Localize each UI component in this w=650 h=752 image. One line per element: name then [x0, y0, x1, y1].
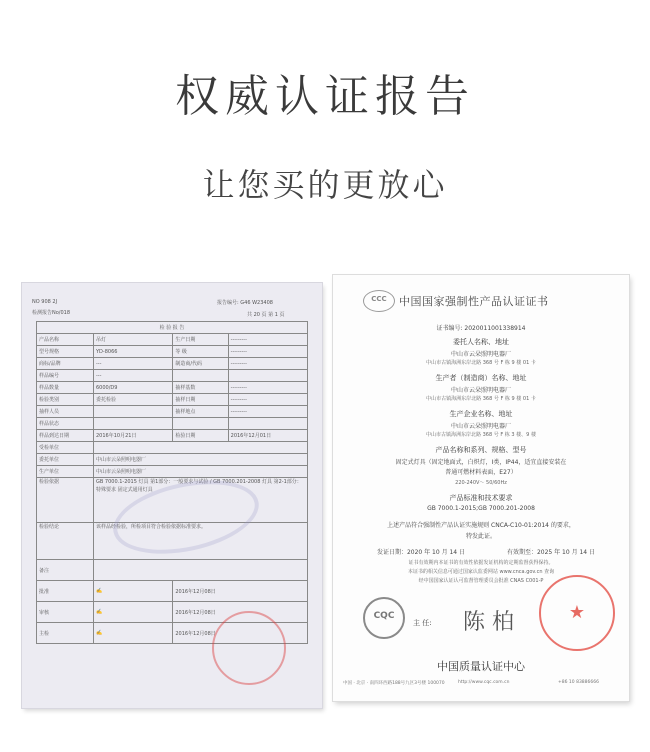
table-row: 审核 ✍ 2016年12月08日 — [37, 602, 308, 623]
report-top-left: NO 908 2J — [32, 299, 58, 305]
issuing-center: 中国质量认证中心 — [437, 660, 525, 673]
certificate-title: 中国国家强制性产品认证证书 — [399, 295, 549, 308]
manufacturer-heading: 生产者（制造商）名称、地址 — [435, 374, 527, 382]
certificate-note-3: 经中国国家认证认可监督管理委员会批准 CNAS C001-P — [418, 578, 544, 584]
table-row: 样品状态 — [37, 418, 308, 430]
report-code: 检测报告No/018 — [32, 310, 71, 316]
cqc-logo-icon: CQC — [363, 597, 405, 639]
table-row: 检验结论 该样品经检验，所检项目符合检验依据标准要求。 — [37, 523, 308, 560]
manufacturer-name: 中山市云朵照明电器厂 — [450, 387, 511, 394]
standard-heading: 产品标准和技术要求 — [449, 494, 513, 502]
certificate-note-1: 证书有效期内本证书的有效性依据发证机构的定期监督获得保持。 — [408, 560, 554, 566]
product-heading: 产品名称和系列、规格、型号 — [435, 446, 527, 454]
table-row: 受检单位 — [37, 442, 308, 454]
report-number: 报告编号: G46 W23408 — [217, 300, 273, 306]
applicant-name: 中山市云朵照明电器厂 — [450, 351, 511, 358]
table-row: 检验类别 委托检验 抽样日期 --------- — [37, 394, 308, 406]
table-row: 委托单位 中山市云朵照明电器厂 — [37, 454, 308, 466]
report-table — [36, 321, 308, 644]
table-row: 产品名称 吊灯 生产日期 --------- — [37, 334, 308, 346]
table-row: 备注 — [37, 560, 308, 581]
expiry-date: 有效期至：2025 年 10 月 14 日 — [506, 549, 596, 556]
table-row: 样品数量 6000/D9 抽样基数 --------- — [37, 382, 308, 394]
table-row: 抽样人员 抽样地点 --------- — [37, 406, 308, 418]
table-row: 主检 ✍ 2016年12月08日 — [37, 623, 308, 644]
statement-line-1: 上述产品符合强制性产品认证实施规则 CNCA-C10-01:2014 的要求， — [387, 522, 575, 529]
inspection-report-image — [22, 283, 322, 708]
table-row: 批准 ✍ 2016年12月08日 — [37, 581, 308, 602]
table-row: 样品到达日期 2016年10月21日 检验日期 2016年12月01日 — [37, 430, 308, 442]
factory-address: 中山市古镇海洲东岸北路 368 号 F 栋 3 楼、9 楼 — [426, 432, 536, 438]
ccc-logo-icon: CCC — [363, 290, 395, 312]
certificate-note-2: 本证书的相关信息可通过国家认监委网站 www.cnca.gov.cn 查询 — [407, 569, 555, 575]
issue-date: 发证日期：2020 年 10 月 14 日 — [376, 549, 466, 556]
red-stamp — [212, 611, 286, 685]
certificate-number: 证书编号: 2020011001338914 — [436, 325, 526, 332]
ccc-certificate-image — [333, 275, 629, 701]
director-label: 主 任: — [413, 619, 432, 627]
factory-heading: 生产企业名称、地址 — [449, 410, 513, 418]
report-table-title: 检 验 报 告 — [37, 322, 308, 334]
product-description-2: 普通可燃材料表面，E27） — [445, 469, 517, 476]
standard-text: GB 7000.1-2015;GB 7000.201-2008 — [427, 505, 535, 512]
director-signature: 陈 柏 — [463, 610, 514, 635]
product-description: 固定式灯具（固定地面式，白炽灯，Ⅰ类，IP44，适宜直接安装在 — [395, 459, 567, 466]
page-subtitle: 让您买的更放心 — [202, 166, 448, 204]
factory-name: 中山市云朵照明电器厂 — [450, 423, 511, 430]
applicant-heading: 委托人名称、地址 — [453, 338, 509, 346]
table-row: 型号规格 YD-8066 等 级 --------- — [37, 346, 308, 358]
statement-line-2: 特发此证。 — [465, 533, 496, 540]
footer-address: 中国 · 北京 · 南四环西路188号九区3号楼 100070 — [343, 681, 445, 686]
table-row: 商标/品牌 --- 制造商/代码 --------- — [37, 358, 308, 370]
report-page: 共 20 页 第 1 页 — [247, 312, 285, 318]
applicant-address: 中山市古镇海洲东岸北路 368 号 F 栋 9 楼 01 卡 — [426, 360, 536, 366]
table-row: 样品编号 --- — [37, 370, 308, 382]
footer-phone: +86 10 83886666 — [558, 680, 599, 685]
table-row: 生产单位 中山市云朵照明电器厂 — [37, 466, 308, 478]
red-seal-icon: ★ — [539, 575, 615, 651]
manufacturer-address: 中山市古镇海洲东岸北路 368 号 F 栋 9 楼 01 卡 — [426, 396, 536, 402]
product-spec: 220-240V～ 50/60Hz — [455, 480, 507, 486]
table-row: 检验依据 GB 7000.1-2015 灯具 第1部分：一般要求与试验 / GB 7000.201-2008 灯具 第2-1部分：特殊要求 固定式通用灯具 — [37, 478, 308, 523]
footer-website: http://www.cqc.com.cn — [458, 680, 510, 685]
page-title: 权威认证报告 — [175, 71, 475, 122]
